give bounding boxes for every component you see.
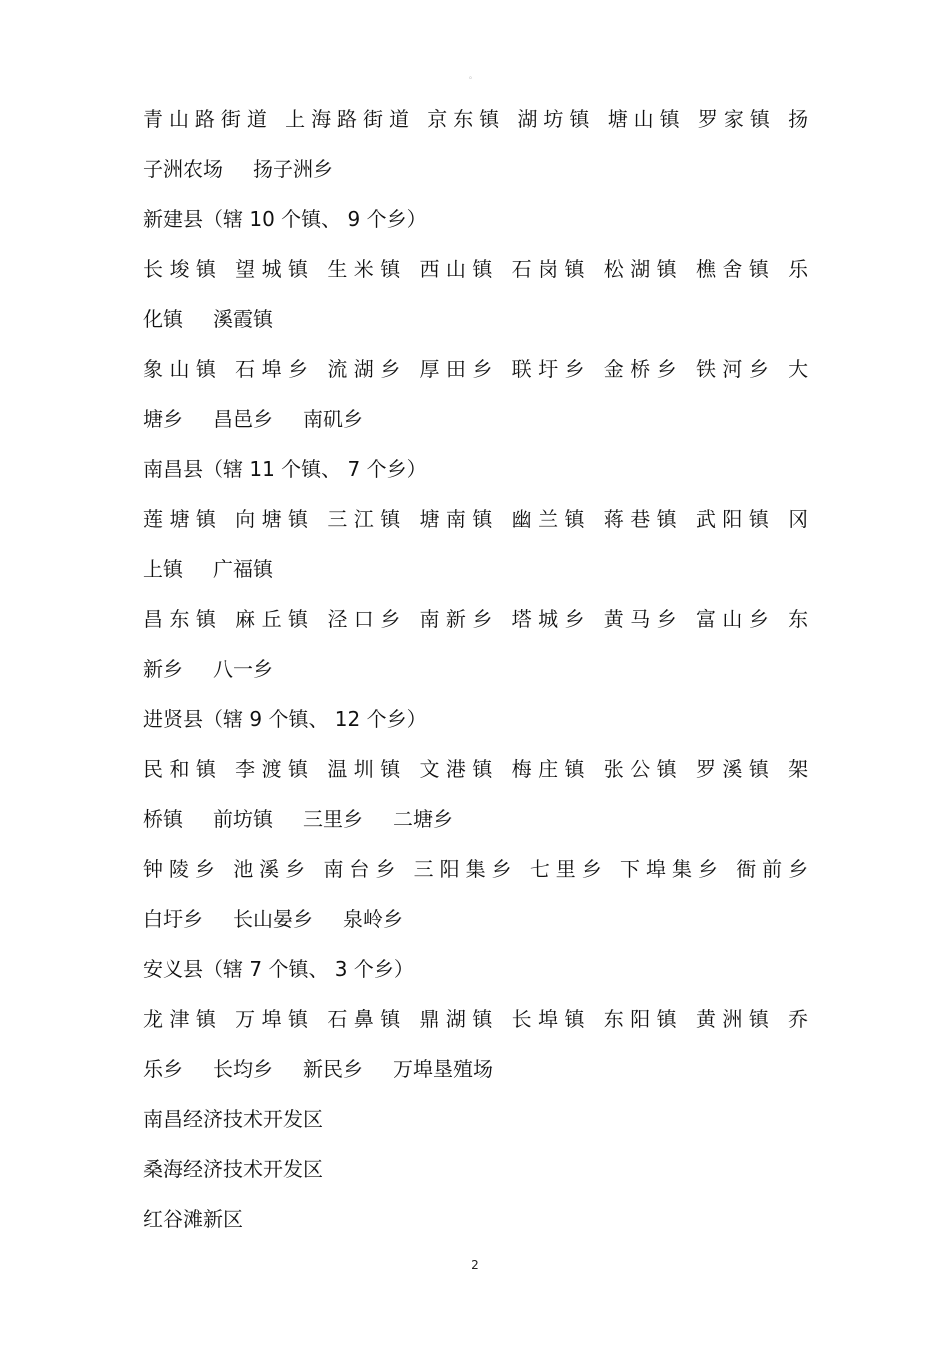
text-line: 上镇 广福镇 xyxy=(143,557,273,581)
text-line: 长埈镇 望城镇 生米镇 西山镇 石岗镇 松湖镇 樵舍镇 乐 xyxy=(143,257,809,281)
text-line: 白圩乡 长山晏乡 泉岭乡 xyxy=(143,907,403,931)
district-line: 南昌经济技术开发区 xyxy=(143,1107,323,1131)
document-body xyxy=(143,94,808,1244)
text-line: 塘乡 昌邑乡 南矶乡 xyxy=(143,407,363,431)
text-line: 民和镇 李渡镇 温圳镇 文港镇 梅庄镇 张公镇 罗溪镇 架 xyxy=(143,757,809,781)
text-line: 化镇 溪霞镇 xyxy=(143,307,273,331)
county-heading: 安义县（辖 7 个镇、 3 个乡） xyxy=(143,957,414,981)
text-line: 象山镇 石埠乡 流湖乡 厚田乡 联圩乡 金桥乡 铁河乡 大 xyxy=(143,357,809,381)
text-line: 莲塘镇 向塘镇 三江镇 塘南镇 幽兰镇 蒋巷镇 武阳镇 冈 xyxy=(143,507,809,531)
county-heading: 进贤县（辖 9 个镇、 12 个乡） xyxy=(143,707,427,731)
county-heading: 新建县（辖 10 个镇、 9 个乡） xyxy=(143,207,427,231)
page-header-mark: 。 xyxy=(469,71,477,80)
district-line: 桑海经济技术开发区 xyxy=(143,1157,323,1181)
text-line: 桥镇 前坊镇 三里乡 二塘乡 xyxy=(143,807,453,831)
page-number: 2 xyxy=(471,1258,479,1272)
text-line: 钟陵乡 池溪乡 南台乡 三阳集乡 七里乡 下埠集乡 衙前乡 xyxy=(143,857,809,881)
text-line: 昌东镇 麻丘镇 泾口乡 南新乡 塔城乡 黄马乡 富山乡 东 xyxy=(143,607,809,631)
district-line: 红谷滩新区 xyxy=(143,1207,243,1231)
text-line: 龙津镇 万埠镇 石鼻镇 鼎湖镇 长埠镇 东阳镇 黄洲镇 乔 xyxy=(143,1007,809,1031)
text-line: 子洲农场 扬子洲乡 xyxy=(143,157,333,181)
county-heading: 南昌县（辖 11 个镇、 7 个乡） xyxy=(143,457,427,481)
text-line: 乐乡 长均乡 新民乡 万埠垦殖场 xyxy=(143,1057,493,1081)
text-line: 新乡 八一乡 xyxy=(143,657,273,681)
text-line: 青山路街道 上海路街道 京东镇 湖坊镇 塘山镇 罗家镇 扬 xyxy=(143,107,809,131)
